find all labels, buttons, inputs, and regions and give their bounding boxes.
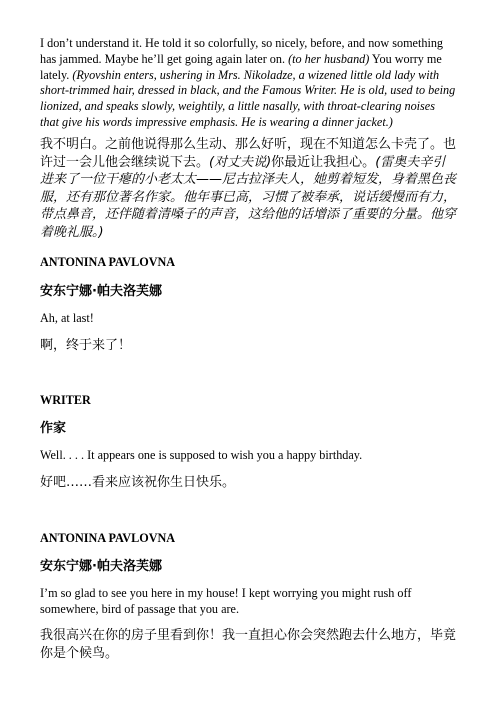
translation-block: [40, 136, 456, 242]
speaker-heading-zh: [40, 558, 456, 575]
chinese-stage-direction: (雷奥夫辛引进来了一位干瘪的小老太太——尼古拉泽夫人，她剪着短发，身着黑色丧服，还有那位著名作家。他年事已高，习惯了被奉承，说话缓慢而有力，带点鼻音，还伴随着清嗓子的声音，这给他的话增添了重要的分量。他穿着晚礼服。): [40, 154, 457, 240]
line-block: [40, 311, 456, 327]
speaker-name-en: WRITER: [40, 393, 91, 407]
speaker-name-zh: 安东宁娜·帕夫洛芙娜: [40, 559, 162, 574]
chinese-text: 我不明白。之前他说得那么生动、那么好听，现在不知道怎么卡壳了。也许过一会儿他会继续说下去。: [40, 137, 457, 170]
speaker-heading: [40, 255, 456, 270]
dialogue-line-zh: 好吧……看来应该祝你生日快乐。: [40, 475, 236, 490]
line-block-zh: [40, 337, 456, 355]
speaker-name-en: ANTONINA PAVLOVNA: [40, 255, 176, 269]
dialogue-line-zh: 我很高兴在你的房子里看到你！我一直担心你会突然跑去什么地方，毕竟你是个候鸟。: [40, 628, 457, 661]
stage-direction: (Ryovshin enters, ushering in Mrs. Nikoladze, a wizened little old lady with short-trimmed hair, dressed in black, and the Famous Writer. He is old, used to being lionized, and speaks slowly, weightily, a little nasally, with throat-clearing noises that give his words impressive emphasis. He is wearing a dinner jacket.): [40, 67, 456, 129]
stage-direction: (to her husband): [288, 51, 370, 66]
chinese-stage-direction: (对丈夫说): [209, 154, 272, 170]
line-block: [40, 586, 456, 618]
speaker-heading: [40, 531, 456, 546]
speaker-heading: [40, 393, 456, 408]
dialogue-block: [40, 36, 456, 131]
english-text: I don’t understand it. He told it so colorfully, so nicely, before, and now something has jammed. Maybe he’ll get going again later on.: [40, 36, 444, 66]
dialogue-line-en: Ah, at last!: [40, 311, 94, 325]
dialogue-line-en: Well. . . . It appears one is supposed to wish you a happy birthday.: [40, 448, 363, 462]
speaker-name-zh: 作家: [40, 421, 67, 436]
speaker-name-zh: 安东宁娜·帕夫洛芙娜: [40, 284, 162, 299]
chinese-paragraph: [40, 136, 456, 242]
speaker-name-en: ANTONINA PAVLOVNA: [40, 531, 176, 545]
dialogue-line-en: I’m so glad to see you here in my house! I kept worrying you might rush off somewhere, bird of passage that you are.: [40, 586, 412, 616]
line-block: [40, 448, 456, 464]
chinese-text: 你最近让我担心。: [271, 154, 376, 170]
speaker-heading-zh: [40, 420, 456, 437]
english-paragraph: [40, 36, 456, 131]
dialogue-line-zh: 啊，终于来了！: [40, 338, 132, 353]
line-block-zh: [40, 627, 456, 663]
english-text: You worry me lately.: [40, 51, 442, 82]
line-block-zh: [40, 474, 456, 492]
speaker-heading-zh: [40, 283, 456, 300]
